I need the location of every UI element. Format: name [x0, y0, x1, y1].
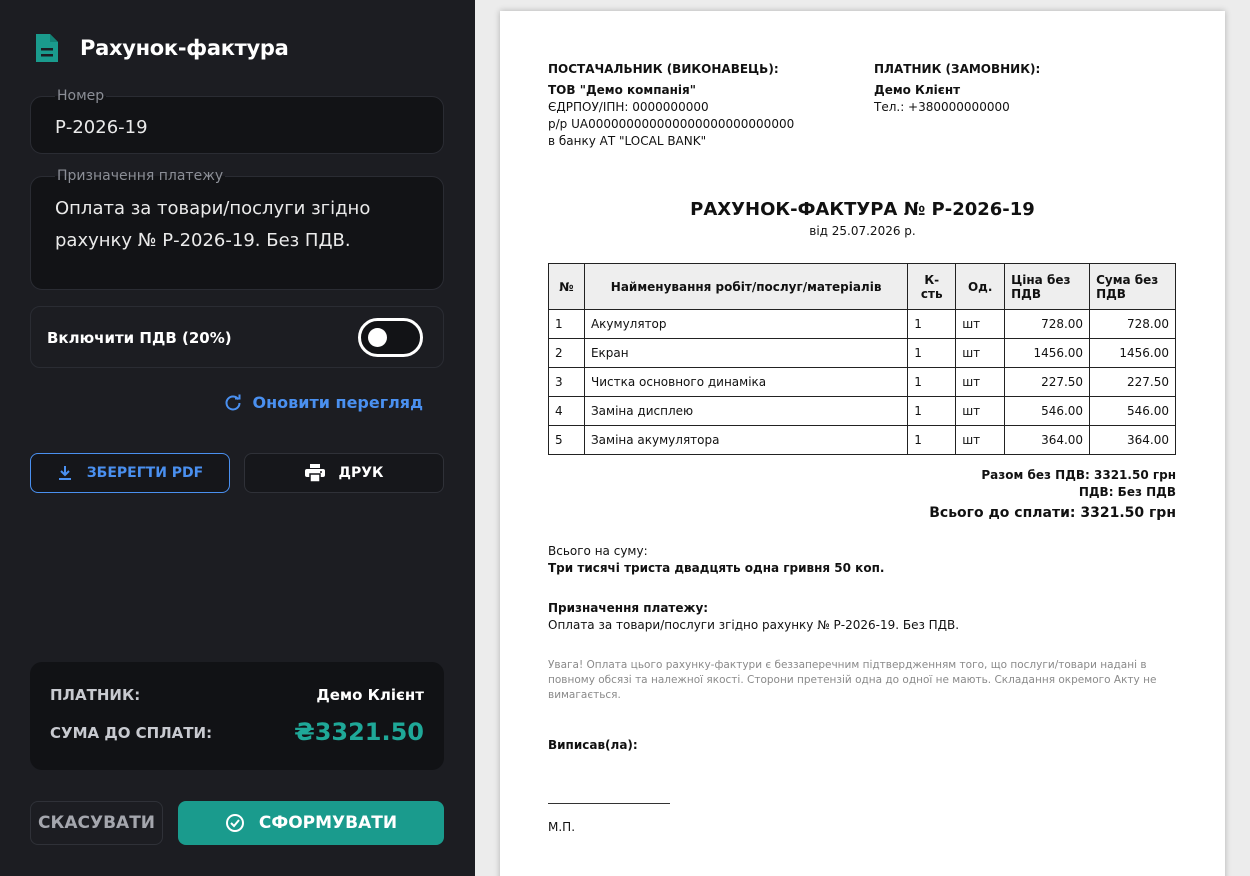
- cell-number: 2: [549, 339, 585, 368]
- cell-name: Заміна дисплею: [584, 397, 907, 426]
- invoice-number-field[interactable]: [30, 88, 444, 154]
- col-unit: Од.: [956, 264, 1005, 310]
- cell-unit: шт: [956, 339, 1005, 368]
- document-icon: [34, 32, 60, 64]
- cell-name: Екран: [584, 339, 907, 368]
- amount-words-value: Три тисячі триста двадцять одна гривня 50 коп.: [548, 561, 885, 575]
- summary-payer-key: ПЛАТНИК:: [50, 686, 141, 704]
- legal-note: Увага! Оплата цього рахунку-фактури є беззаперечним підтвердженням того, що послуги/товари надані в повному обсязі та належної якості. Сторони претензій одна до одної не мають. Складання окремого Акту не вимагається.: [548, 659, 1157, 701]
- table-row: [549, 310, 1176, 339]
- cell-price: 364.00: [1005, 426, 1090, 455]
- cell-unit: шт: [956, 397, 1005, 426]
- save-pdf-label: ЗБЕРЕГТИ PDF: [86, 465, 204, 481]
- cell-price: 227.50: [1005, 368, 1090, 397]
- cell-name: Заміна акумулятора: [584, 426, 907, 455]
- invoice-date: від 25.07.2026 р.: [809, 224, 916, 238]
- items-table: [548, 263, 1176, 455]
- cell-sum: 728.00: [1090, 310, 1176, 339]
- cancel-label: СКАСУВАТИ: [37, 813, 156, 833]
- payment-purpose-label: Призначення платежу: [57, 168, 224, 184]
- cell-qty: 1: [908, 397, 956, 426]
- supplier-block: [548, 61, 794, 150]
- payer-phone: Тел.: +380000000000: [874, 100, 1010, 114]
- generate-button[interactable]: [178, 801, 444, 845]
- cell-sum: 227.50: [1090, 368, 1176, 397]
- print-label: ДРУК: [338, 465, 384, 481]
- total-line: Всього до сплати: 3321.50 грн: [929, 505, 1176, 521]
- payment-purpose-value[interactable]: Оплата за товари/послуги згідно рахунку № Р-2026-19. Без ПДВ.: [55, 198, 371, 251]
- supplier-heading: ПОСТАЧАЛЬНИК (ВИКОНАВЕЦЬ):: [548, 62, 779, 76]
- print-button[interactable]: [244, 453, 444, 493]
- check-circle-icon: [225, 813, 245, 833]
- invoice-paper: [500, 11, 1225, 876]
- vat-toggle-label: Включити ПДВ (20%): [47, 329, 232, 347]
- stamp-label: М.П.: [548, 820, 576, 834]
- col-price: Ціна без ПДВ: [1005, 264, 1090, 310]
- supplier-name: ТОВ "Демо компанія": [548, 83, 696, 97]
- cell-number: 4: [549, 397, 585, 426]
- doc-purpose-label: Призначення платежу:: [548, 601, 709, 615]
- printer-icon: [305, 464, 325, 482]
- summary-payer-value: Демо Клієнт: [316, 686, 424, 704]
- download-icon: [57, 465, 73, 481]
- cancel-button[interactable]: [30, 801, 163, 845]
- cell-qty: 1: [908, 426, 956, 455]
- doc-purpose-value: Оплата за товари/послуги згідно рахунку № Р-2026-19. Без ПДВ.: [548, 618, 960, 632]
- cell-qty: 1: [908, 310, 956, 339]
- cell-price: 1456.00: [1005, 339, 1090, 368]
- cell-sum: 364.00: [1090, 426, 1176, 455]
- subtotal-line: Разом без ПДВ: 3321.50 грн: [981, 468, 1176, 482]
- cell-sum: 1456.00: [1090, 339, 1176, 368]
- payment-summary-card: [30, 662, 444, 770]
- table-row: [549, 368, 1176, 397]
- cell-number: 5: [549, 426, 585, 455]
- table-row: [549, 426, 1176, 455]
- summary-amount-value: ₴3321.50: [294, 718, 424, 746]
- cell-number: 1: [549, 310, 585, 339]
- invoice-preview-area[interactable]: [475, 0, 1250, 876]
- col-name: Найменування робіт/послуг/матеріалів: [584, 264, 907, 310]
- panel-title: Рахунок-фактура: [80, 36, 289, 60]
- cell-unit: шт: [956, 426, 1005, 455]
- save-pdf-button[interactable]: [30, 453, 230, 493]
- cell-price: 546.00: [1005, 397, 1090, 426]
- cell-unit: шт: [956, 310, 1005, 339]
- signed-by-label: Виписав(ла):: [548, 738, 638, 752]
- signature-line: [548, 803, 670, 804]
- cell-qty: 1: [908, 339, 956, 368]
- supplier-account: р/р UA000000000000000000000000000: [548, 117, 795, 131]
- table-row: [549, 339, 1176, 368]
- cell-sum: 546.00: [1090, 397, 1176, 426]
- subtotal-block: [981, 467, 1176, 501]
- vat-toggle-row[interactable]: [30, 306, 444, 368]
- invoice-number-label: Номер: [57, 88, 105, 104]
- refresh-icon: [224, 394, 242, 412]
- invoice-title: РАХУНОК-ФАКТУРА № Р-2026-19: [690, 199, 1035, 220]
- amount-words-label: Всього на суму:: [548, 544, 648, 558]
- payer-heading: ПЛАТНИК (ЗАМОВНИК):: [874, 62, 1041, 76]
- payer-block: [874, 61, 1040, 116]
- invoice-form-panel: [0, 0, 475, 876]
- cell-name: Акумулятор: [584, 310, 907, 339]
- vat-toggle-knob: [368, 328, 387, 347]
- panel-header: [34, 32, 289, 64]
- col-number: №: [549, 264, 585, 310]
- payment-purpose-field[interactable]: [30, 168, 444, 290]
- refresh-preview-label: Оновити перегляд: [252, 393, 423, 412]
- invoice-number-value[interactable]: Р-2026-19: [55, 117, 148, 138]
- cell-unit: шт: [956, 368, 1005, 397]
- supplier-code: ЄДРПОУ/ІПН: 0000000000: [548, 100, 709, 114]
- payer-name: Демо Клієнт: [874, 83, 961, 97]
- refresh-preview-button[interactable]: [224, 393, 423, 412]
- col-sum: Сума без ПДВ: [1090, 264, 1176, 310]
- table-header-row: [549, 264, 1176, 310]
- cell-price: 728.00: [1005, 310, 1090, 339]
- cell-number: 3: [549, 368, 585, 397]
- vat-line: ПДВ: Без ПДВ: [1078, 485, 1176, 499]
- supplier-bank: в банку АТ "LOCAL BANK": [548, 134, 707, 148]
- col-qty: К-сть: [908, 264, 956, 310]
- vat-toggle-switch[interactable]: [358, 318, 423, 357]
- cell-name: Чистка основного динаміка: [584, 368, 907, 397]
- generate-label: СФОРМУВАТИ: [258, 813, 398, 833]
- cell-qty: 1: [908, 368, 956, 397]
- summary-amount-key: СУМА ДО СПЛАТИ:: [50, 724, 213, 742]
- table-row: [549, 397, 1176, 426]
